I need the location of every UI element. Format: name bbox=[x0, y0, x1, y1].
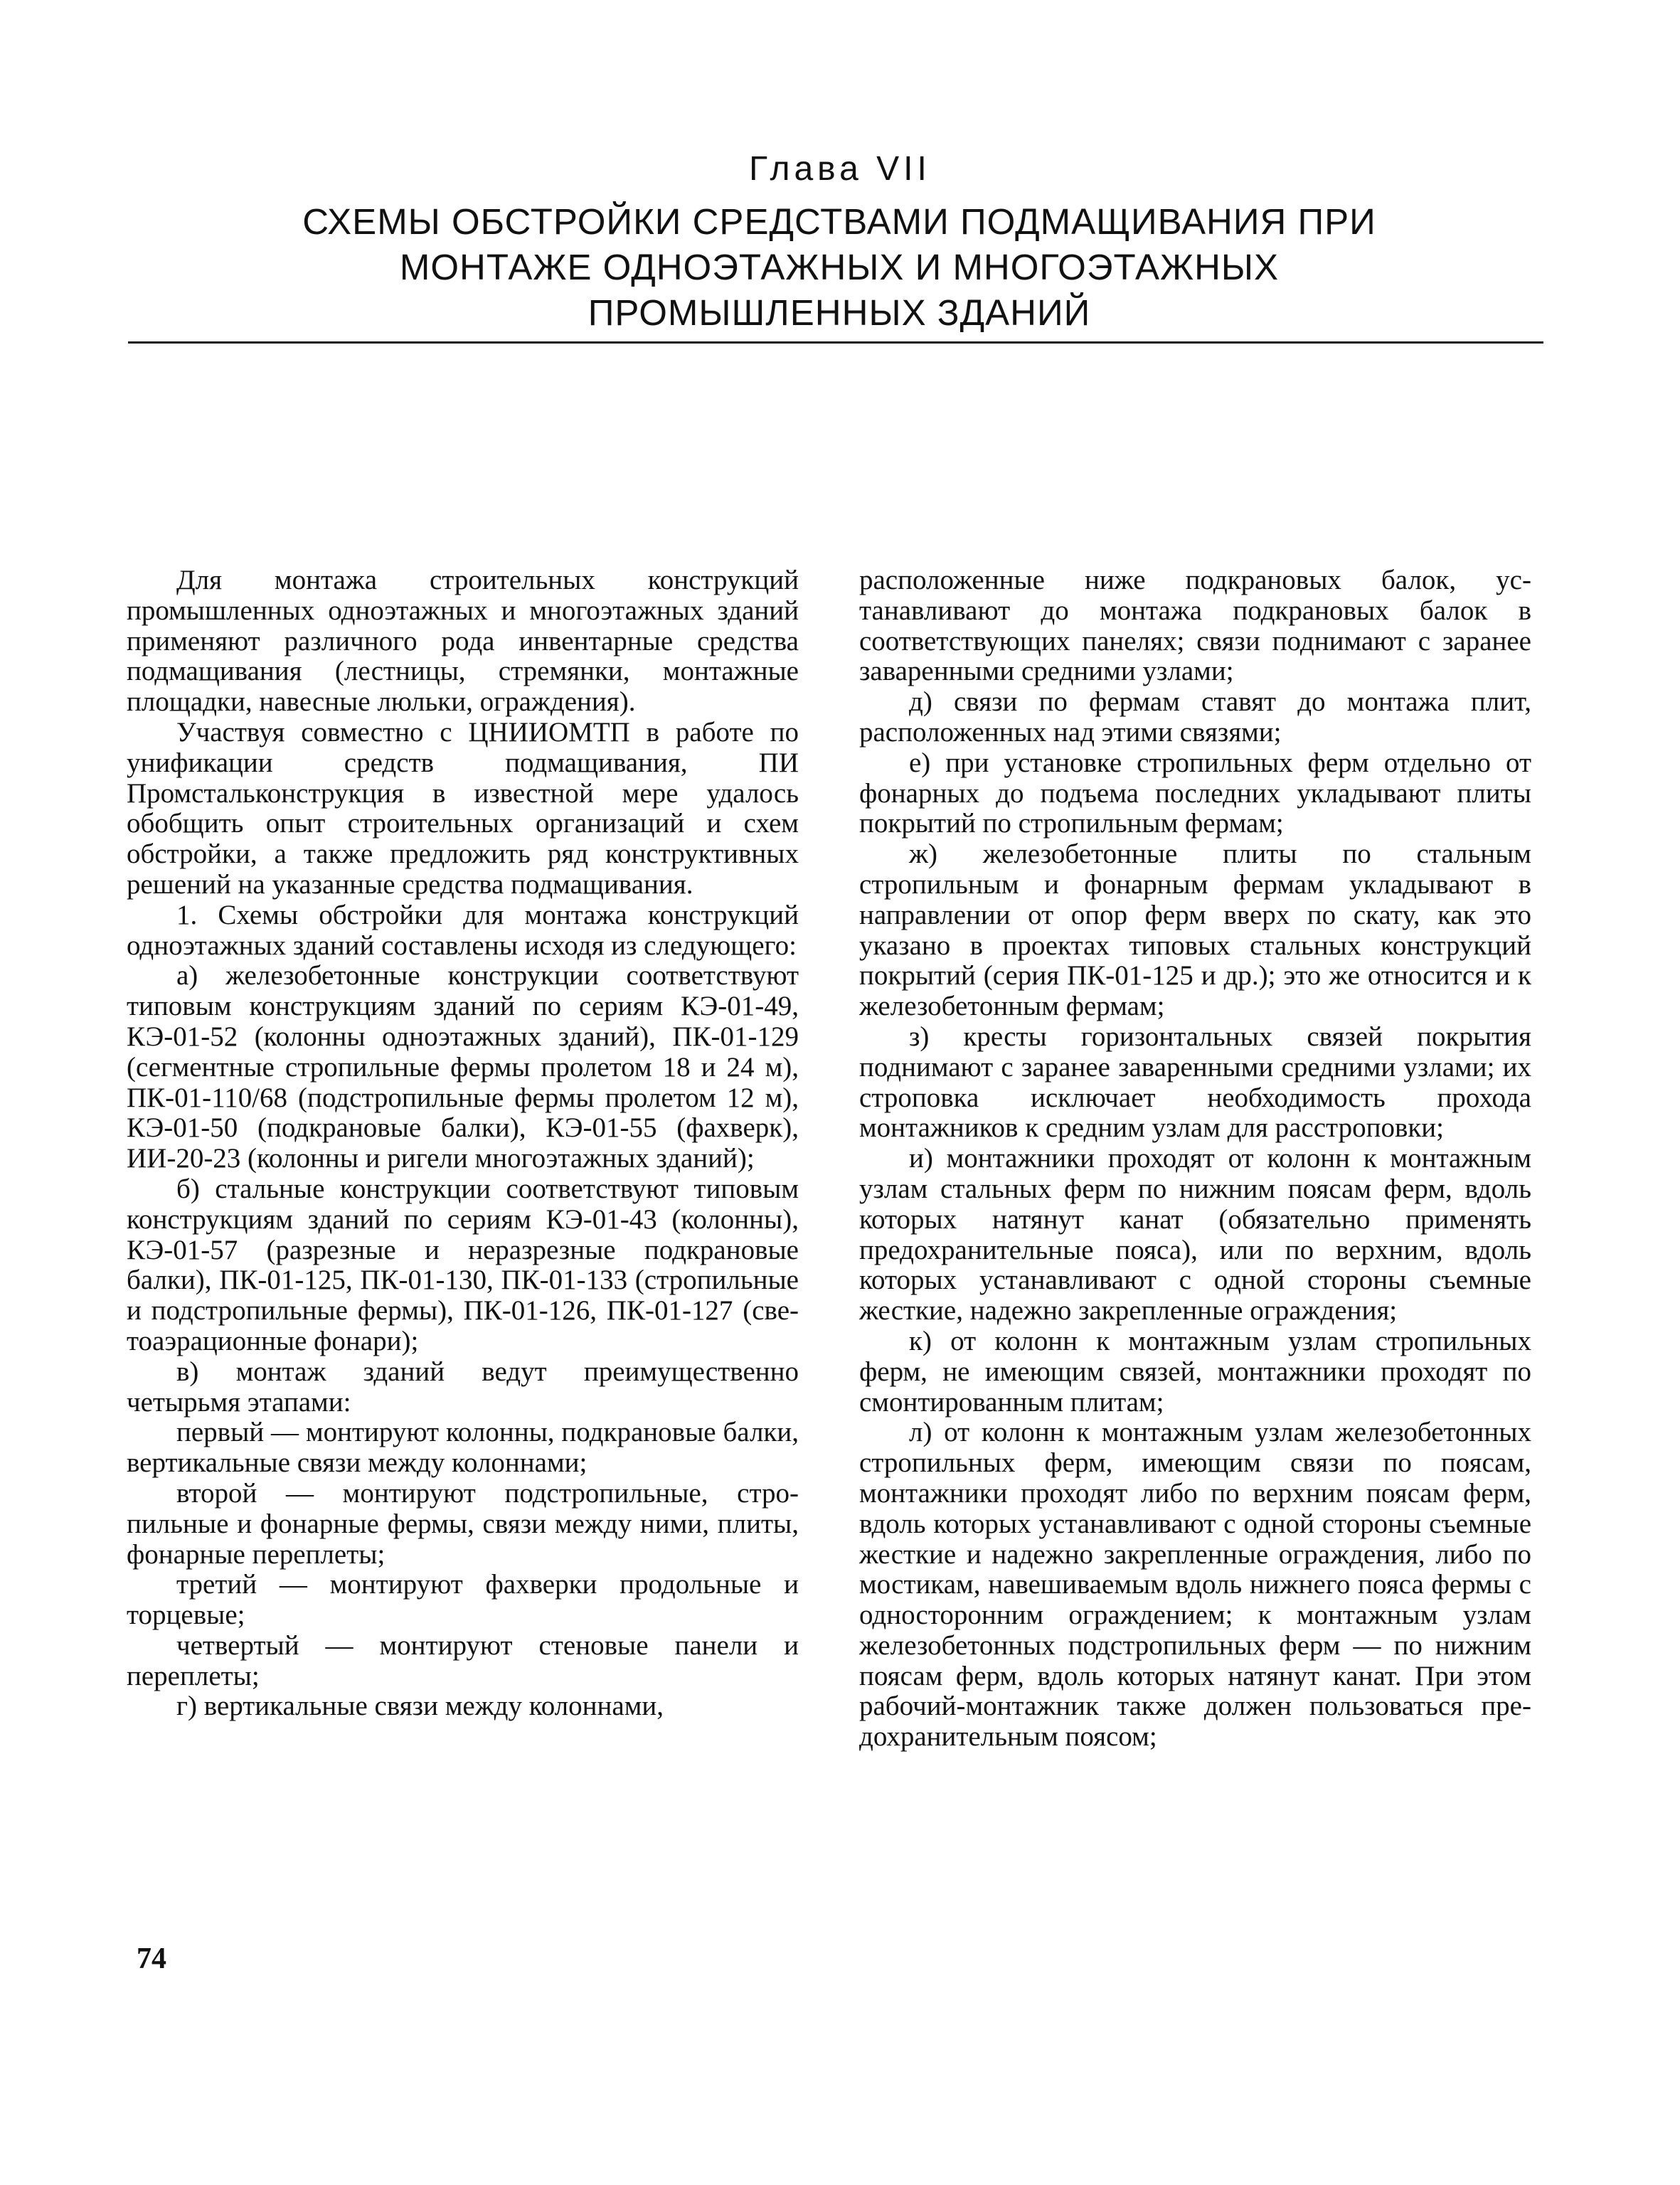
list-item: четвертый — монтируют стеновые панели и переплеты; bbox=[127, 1630, 799, 1691]
list-item: е) при установке стропильных ферм отдельно от фонарных до подъема последних укладывают плиты покрытий по стропильным фермам; bbox=[859, 747, 1531, 839]
list-item: и) монтажники проходят от колонн к монтажным узлам стальных ферм по нижним поясам ферм, вдоль которых натянут канат (обязательно применять предохранительные пояса), или по верхним, вдоль которых устанавливают с одной стороны съемные жесткие, надежно закрепленные ограждения; bbox=[859, 1143, 1531, 1327]
list-item: второй — монтируют подстропильные, стропильные и фонарные фермы, связи между ними, плиты, фонарные переплеты; bbox=[127, 1477, 799, 1570]
chapter-label: Глава VII bbox=[749, 150, 931, 188]
list-item: а) железобетонные конструкции соответствуют типовым конструкциям зданий по сериям КЭ-01-49, КЭ-01-52 (колонны одноэтажных зданий), ПК-01-129 (сегментные стропильные фермы пролетом 18 и 24 м), ПК-01-110/68 (подстропильные фермы пролетом 12 м), КЭ-01-50 (подкрановые балки), КЭ-01-55 (фахверк), ИИ-20-23 (колонны и ригели многоэтажных зданий); bbox=[127, 960, 799, 1174]
page-number: 74 bbox=[137, 1942, 166, 1975]
list-item: в) монтаж зданий ведут преимущественно четырьмя этапами: bbox=[127, 1356, 799, 1418]
list-item: к) от колонн к монтажным узлам стропильных ферм, не имеющим связей, монтажники проходят по смонтированным плитам; bbox=[859, 1325, 1531, 1418]
list-item: д) связи по фермам ставят до монтажа плит, расположенных над этими связями; bbox=[859, 686, 1531, 748]
list-item: третий — монтируют фахверки продольные и торцевые; bbox=[127, 1569, 799, 1631]
list-item: г) вертикальные связи между колоннами, bbox=[176, 1691, 664, 1722]
right-column bbox=[859, 565, 1531, 1753]
paragraph: Участвуя совместно с ЦНИИОМТП в работе по унификации средств подмащивания, ПИ Промстальконструкция в известной мере удалось обобщить опыт строительных организаций и схем обстройки, а также предложить ряд конструктивных решений на указанные средства подмащивания. bbox=[127, 716, 799, 900]
paragraph: Для монтажа строительных конструкций промышленных одноэтажных и многоэтажных зданий применяют различного рода инвентарные средства подмащивания (лестницы, стремянки, монтажные площадки, навесные люльки, ограждения). bbox=[127, 565, 799, 718]
list-item: б) стальные конструкции соответствуют типовым конструкциям зданий по сериям КЭ-01-43 (колонны), КЭ-01-57 (разрезные и неразрезные подкрановые балки), ПК-01-125, ПК-01-130, ПК-01-133 (стропильные и подстропильные фермы), ПК-01-126, ПК-01-127 (светоаэрационные фонари); bbox=[127, 1173, 799, 1356]
paragraph: расположенные ниже подкрановых балок, устанавливают до монтажа подкрановых балок в соответствующих панелях; связи поднимают с заранее заваренными средними узлами; bbox=[859, 565, 1531, 687]
list-item: ж) железобетонные плиты по стальным стропильным и фонарным фермам укладывают в направлении от опор ферм вверх по скату, как это указано в проектах типовых стальных конструкций покрытий (серия ПК-01-125 и др.); это же относится и к железобетонным фермам; bbox=[859, 839, 1531, 1022]
left-column bbox=[127, 565, 799, 1722]
list-item: з) кресты горизонтальных связей покрытия поднимают с заранее заваренными средними узлами; их строповка исключает необходимость прохода монтажников к средним узлам для расстроповки; bbox=[859, 1021, 1531, 1144]
chapter-title: СХЕМЫ ОБСТРОЙКИ СРЕДСТВАМИ ПОДМАЩИВАНИЯ ПРИ МОНТАЖЕ ОДНОЭТАЖНЫХ И МНОГОЭТАЖНЫХ ПРОМЫШЛЕННЫХ ЗДАНИЙ bbox=[302, 201, 1376, 333]
list-item: первый — монтируют колонны, подкрановые балки, вертикальные связи между колоннами; bbox=[127, 1417, 799, 1479]
list-item: л) от колонн к монтажным узлам железобетонных стропильных ферм, имеющим связи по поясам, монтажники проходят либо по верхним поясам ферм, вдоль которых устанавливают с одной стороны съемные жесткие и надежно закрепленные ограждения, либо по мостикам, навешиваемым вдоль нижнего пояса фермы с односторонним ограждением; к монтажным узлам железобетонных подстропильных ферм — по нижним поясам ферм, вдоль которых натянут канат. При этом рабочий-монтажник также должен пользоваться предохранительным поясом; bbox=[859, 1417, 1531, 1753]
title-rule bbox=[128, 341, 1543, 344]
paragraph: 1. Схемы обстройки для монтажа конструкций одноэтажных зданий составлены исходя из следующего: bbox=[127, 899, 799, 961]
